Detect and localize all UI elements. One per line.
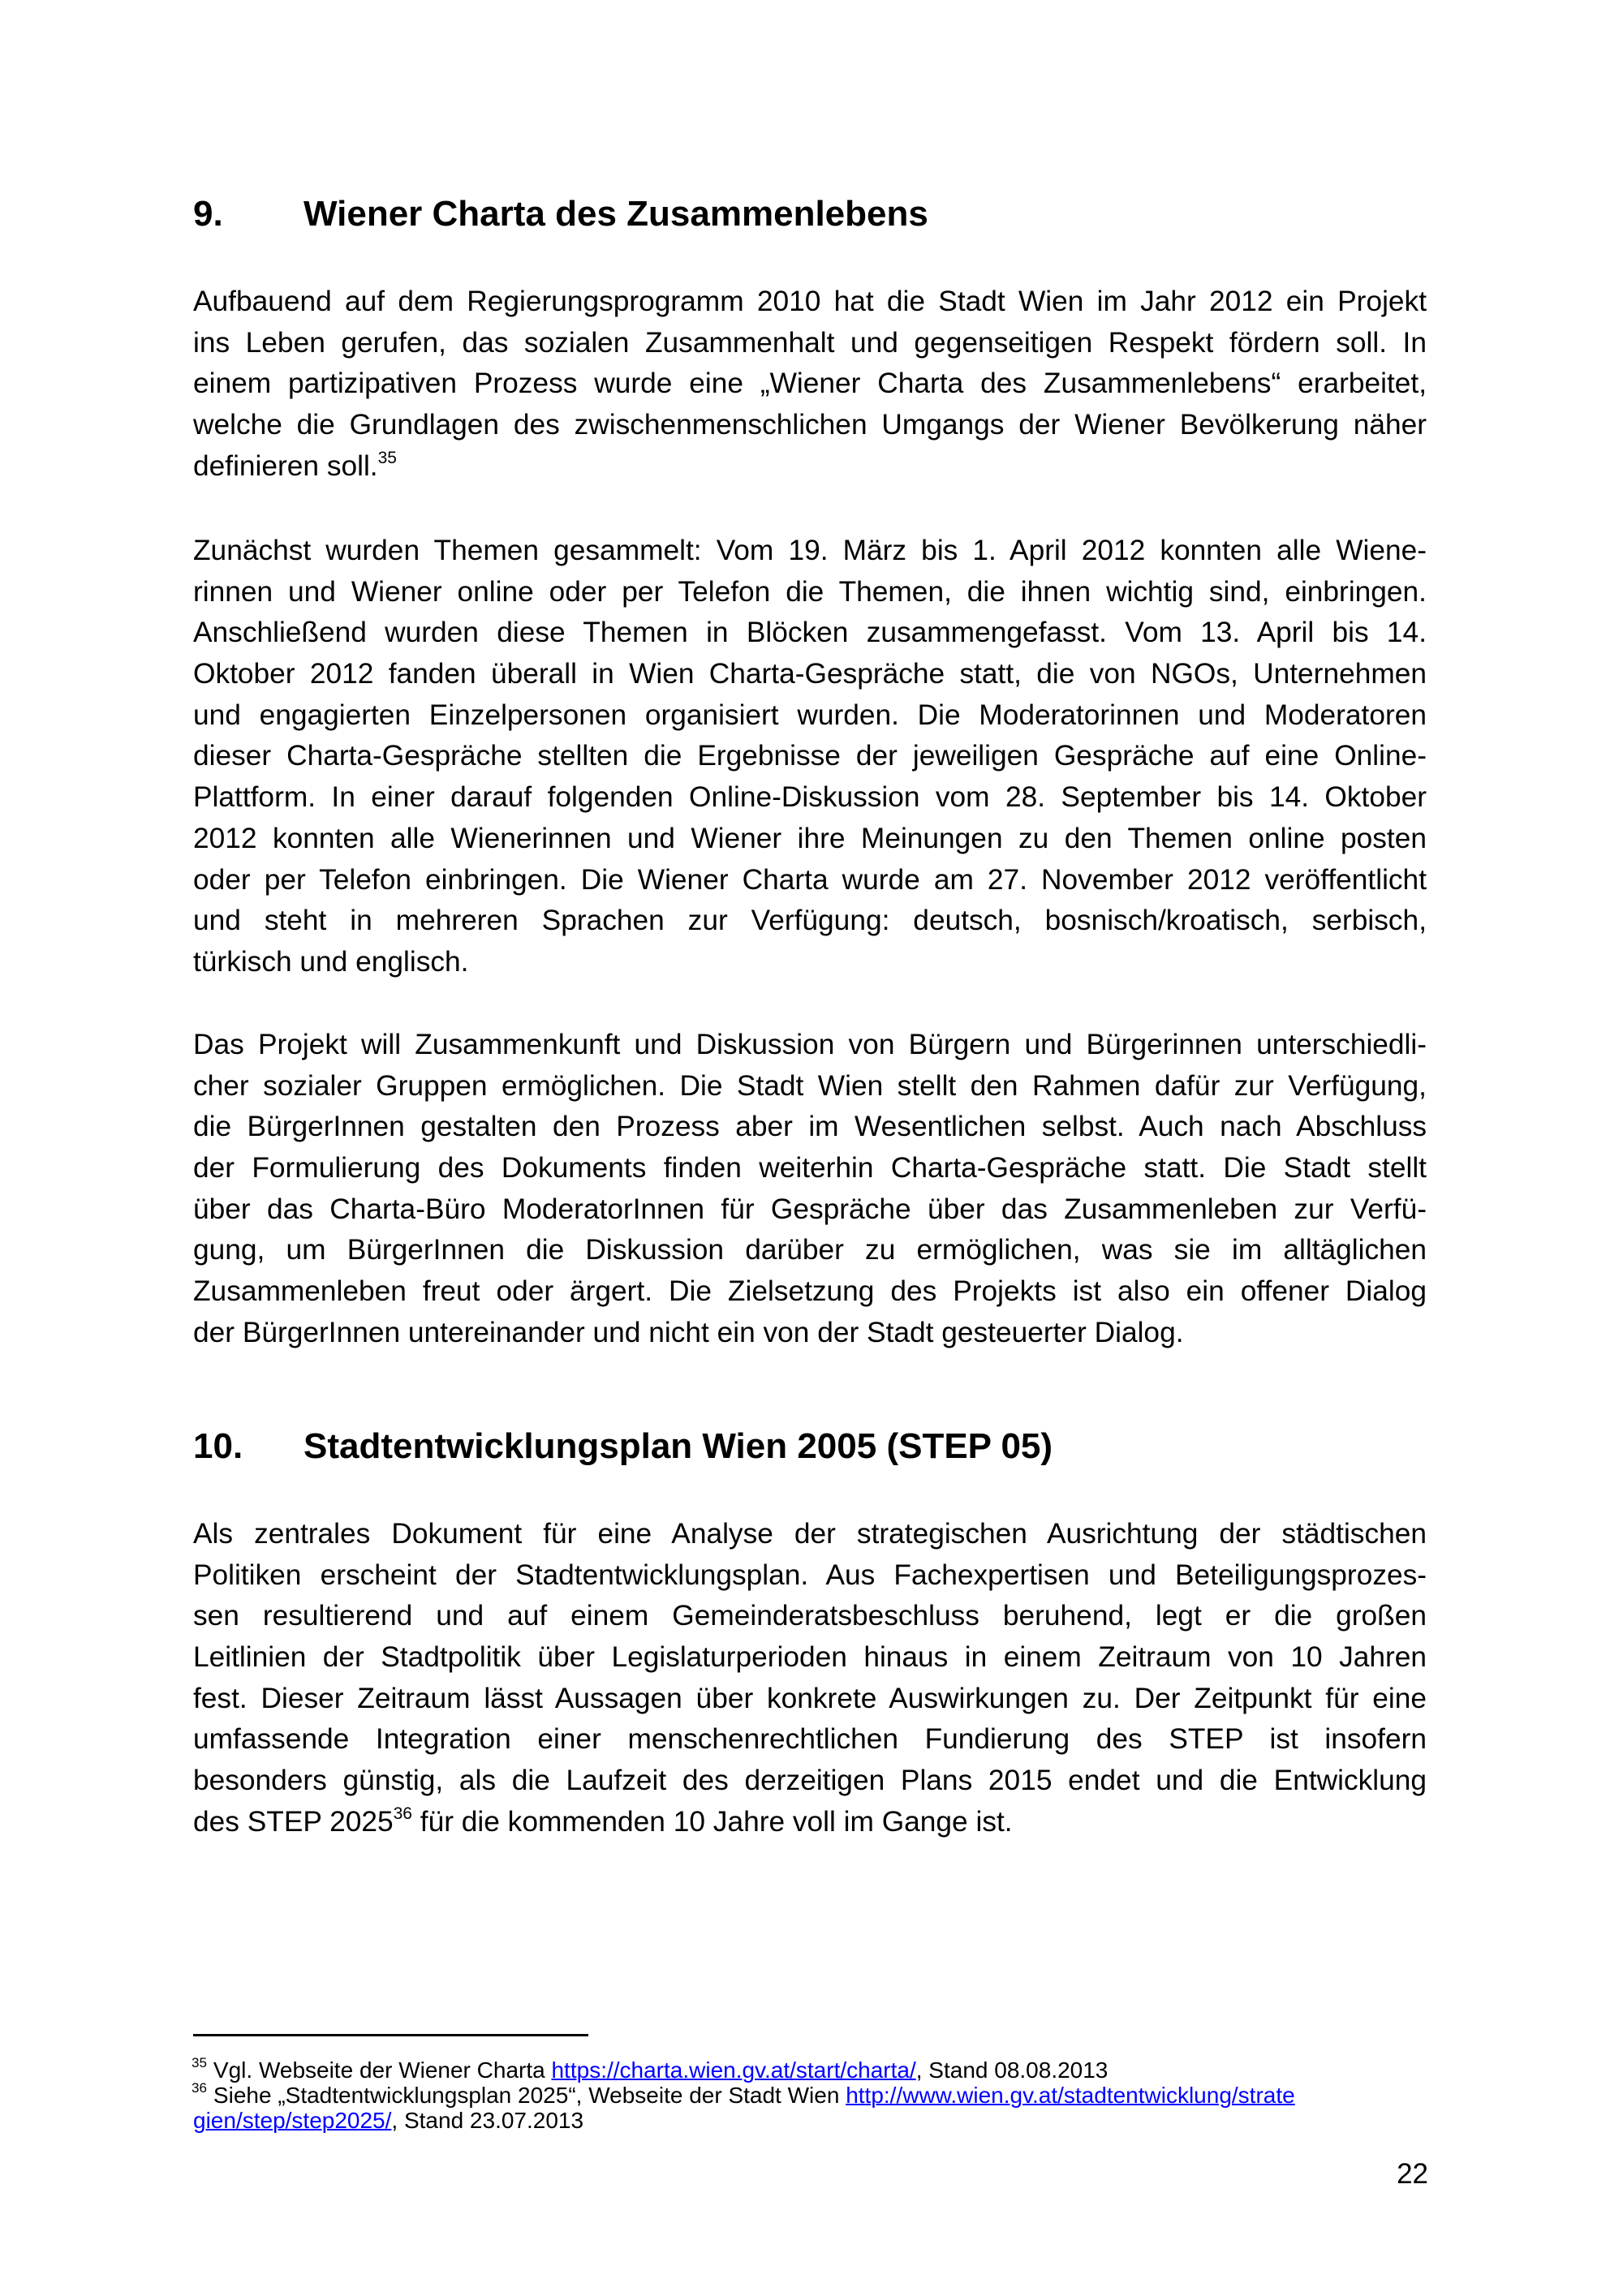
footnote-separator [193,2034,588,2036]
footnote-text: , Stand 23.07.2013 [391,2108,584,2133]
text-line: Zunächst wurden Themen gesammelt: Vom 19. März bis 1. April 2012 konnten alle Wiene- [193,535,1427,566]
footnotes [192,2054,1425,2133]
footnote-link[interactable]: gien/step/step2025/ [193,2108,392,2133]
text-segment: für die kommenden 10 Jahre voll im Gange ist. [411,1805,1013,1838]
section-number: 10. [193,1426,243,1466]
text-line: Anschließend wurden diese Themen in Blöcken zusammengefasst. Vom 13. April bis 14. [193,617,1427,649]
text-segment: definieren soll. [193,449,378,482]
text-line: oder per Telefon einbringen. Die Wiener Charta wurde am 27. November 2012 veröffentlicht [193,863,1427,896]
section-number: 9. [193,194,223,234]
text-line: und steht in mehreren Sprachen zur Verfügung: deutsch, bosnisch/kroatisch, serbisch, [193,905,1427,937]
text-line: Plattform. In einer darauf folgenden Online-Diskussion vom 28. September bis 14. Oktober [193,781,1427,814]
text-line: Politiken erscheint der Stadtentwicklungsplan. Aus Fachexpertisen und Beteiligungsprozes- [193,1559,1427,1591]
paragraph [193,531,1427,983]
text-line: gung, um BürgerInnen die Diskussion darüber zu ermöglichen, was sie im alltäglichen [193,1234,1427,1266]
footnote-text: , Stand 08.08.2013 [915,2057,1109,2083]
text-line: rinnen und Wiener online oder per Telefon die Themen, die ihnen wichtig sind, einbringen. [193,575,1427,608]
text-line: dieser Charta-Gespräche stellten die Ergebnisse der jeweiligen Gespräche auf eine Online- [193,740,1427,772]
paragraph [193,1025,1427,1354]
paragraph [193,1514,1427,1843]
text-line: türkisch und englisch. [193,945,469,978]
section-title: Wiener Charta des Zusammenlebens [304,194,928,234]
footnote-text: Siehe „Stadtentwicklungsplan 2025“, Webseite der Stadt Wien [213,2083,846,2108]
text-line: sen resultierend und auf einem Gemeinderatsbeschluss beruhend, legt er die großen [193,1600,1427,1632]
text-line: Leitlinien der Stadtpolitik über Legislaturperioden hinaus in einem Zeitraum von 10 Jahren [193,1641,1427,1674]
text-line: über das Charta-Büro ModeratorInnen für Gespräche über das Zusammenleben zur Verfü- [193,1193,1427,1225]
page-number: 22 [1397,2158,1428,2190]
text-segment: des STEP 2025 [193,1805,394,1838]
text-line: Als zentrales Dokument für eine Analyse der strategischen Ausrichtung der städtischen [193,1518,1427,1550]
text-line: Das Projekt will Zusammenkunft und Diskussion von Bürgern und Bürgerinnen unterschiedli- [193,1029,1427,1060]
footnote-number: 35 [192,2054,207,2070]
text-line: besonders günstig, als die Laufzeit des derzeitigen Plans 2015 endet und die Entwicklung [193,1765,1427,1797]
text-line: der Formulierung des Dokuments finden weiterhin Charta-Gespräche statt. Die Stadt stellt [193,1152,1427,1185]
text-line: umfassende Integration einer menschenrechtlichen Fundierung des STEP ist insofern [193,1723,1427,1756]
text-line [193,446,1427,488]
footnote-text: Vgl. Webseite der Wiener Charta [213,2057,552,2083]
text-line: fest. Dieser Zeitraum lässt Aussagen über konkrete Auswirkungen zu. Der Zeitpunkt für eine [193,1682,1427,1714]
text-line: welche die Grundlagen des zwischenmenschlichen Umgangs der Wiener Bevölkerung näher [193,409,1427,441]
text-line: Oktober 2012 fanden überall in Wien Charta-Gespräche statt, die von NGOs, Unternehmen [193,658,1427,690]
footnote-ref[interactable]: 36 [393,1804,412,1824]
text-line: Zusammenleben freut oder ärgert. Die Zielsetzung des Projekts ist also ein offener Dialog [193,1275,1427,1308]
footnote-36-continued [193,2108,1425,2133]
text-line: cher sozialer Gruppen ermöglichen. Die Stadt Wien stellt den Rahmen dafür zur Verfügung, [193,1069,1427,1102]
footnote-number: 36 [192,2079,207,2096]
footnote-ref[interactable]: 35 [377,448,397,467]
text-line: und engagierten Einzelpersonen organisiert wurden. Die Moderatorinnen und Moderatoren [193,699,1427,731]
footnote-link[interactable]: http://www.wien.gv.at/stadtentwicklung/strate [846,2083,1295,2108]
text-line: Aufbauend auf dem Regierungsprogramm 2010 hat die Stadt Wien im Jahr 2012 ein Projekt [193,286,1427,317]
footnote-35 [192,2054,1425,2083]
footnote-link[interactable]: https://charta.wien.gv.at/start/charta/ [551,2057,916,2083]
paragraph [193,282,1427,487]
text-line: einem partizipativen Prozess wurde eine „Wiener Charta des Zusammenlebens“ erarbeitet, [193,368,1427,400]
section-title: Stadtentwicklungsplan Wien 2005 (STEP 05) [304,1426,1053,1466]
text-line: 2012 konnten alle Wienerinnen und Wiener ihre Meinungen zu den Themen online posten [193,822,1427,854]
text-line [193,1802,1427,1843]
text-line: der BürgerInnen untereinander und nicht ein von der Stadt gesteuerter Dialog. [193,1316,1184,1348]
footnote-36 [192,2079,1425,2108]
text-line: ins Leben gerufen, das sozialen Zusammenhalt und gegenseitigen Respekt fördern soll. In [193,326,1427,359]
text-line: die BürgerInnen gestalten den Prozess aber im Wesentlichen selbst. Auch nach Abschluss [193,1111,1427,1143]
